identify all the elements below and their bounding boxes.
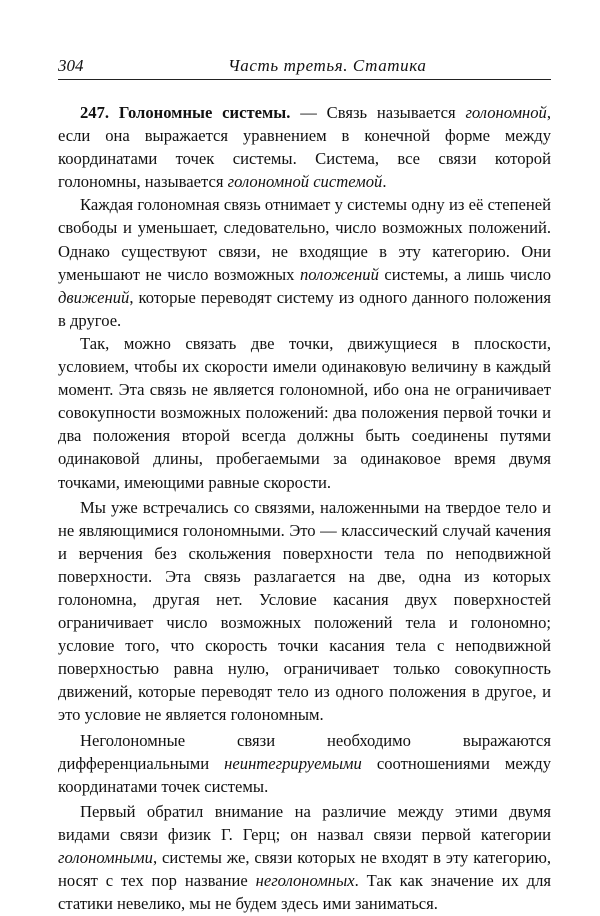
paragraph-5: Неголономные связи необходимо выражаются дифференциальными неинтегрируемыми соотношениями между координатами точек системы. xyxy=(58,730,551,796)
header-rule xyxy=(58,79,551,80)
term-positions: положений xyxy=(299,264,379,284)
paragraph-3: Так, можно связать две точки, движущиеся в плоскости, условием, чтобы их скорости имели одинаковую величину в каждый момент. Эта связь не является голономной, ибо она не ограничивает совокупности возможных положений: два положения первой точки и два положения второй всегда должны быть соединены путями одинаковой длины, пробегаемыми за одинаковое время двумя точками, имеющими равные скорости. xyxy=(58,333,551,492)
term-motions: движений xyxy=(58,287,130,307)
paragraph-6: Первый обратил внимание на различие между этими двумя видами связи физик Г. Герц; он назвал связи первой категории голономными, системы же, связи которых не входят в эту категорию, носят с тех пор название неголономных. Так как значение их для статики невелико, мы не будем здесь ими заниматься. xyxy=(58,801,551,914)
term-nonholonomic: неголономных xyxy=(255,871,355,891)
paragraph-1: 247. Голономные системы. — Связь называется голономной, если она выражается уравнением в конечной форме между координатами точек системы. Система, все связи которой голономны, называется голономной системой. xyxy=(58,103,552,192)
paragraph-2: Каждая голономная связь отнимает у системы одну из её степеней свободы и уменьшает, следовательно, число возможных положений. Однако существуют связи, не входящие в эту категорию. Они уменьшают не число возможных положений системы, а лишь число движений, которые переводят систему из одного данного положения в другое. xyxy=(58,195,551,330)
running-title: Часть третья. Статика xyxy=(228,56,427,75)
section-247 xyxy=(58,101,551,915)
section-title: 247. Голономные системы. xyxy=(80,103,291,122)
page-header xyxy=(58,56,551,78)
term-holonomic-plural: голономными xyxy=(58,848,153,867)
page-number: 304 xyxy=(58,56,84,75)
term-holonomic-system: голономной системой xyxy=(227,172,383,192)
paragraph-4: Мы уже встречались со связями, наложенными на твердое тело и не являющимися голономными. Это — классический случай качения и верчения без скольжения поверхности тела по неподвижной поверхности. Эта связь разлагается на две, одна из которых голономна, другая нет. Условие касания двух поверхностей ограничивает число возможных положений тела и голономно; условие того, что скорость точки касания тела с неподвижной поверхностью равна нулю, ограничивает только совокупность движений, которые переводят тело из одного положения в другое, и это условие не является голономным. xyxy=(58,497,551,725)
term-holonomic: голономной xyxy=(465,103,547,122)
term-nonintegrable: неинтегрируемыми xyxy=(224,753,362,773)
